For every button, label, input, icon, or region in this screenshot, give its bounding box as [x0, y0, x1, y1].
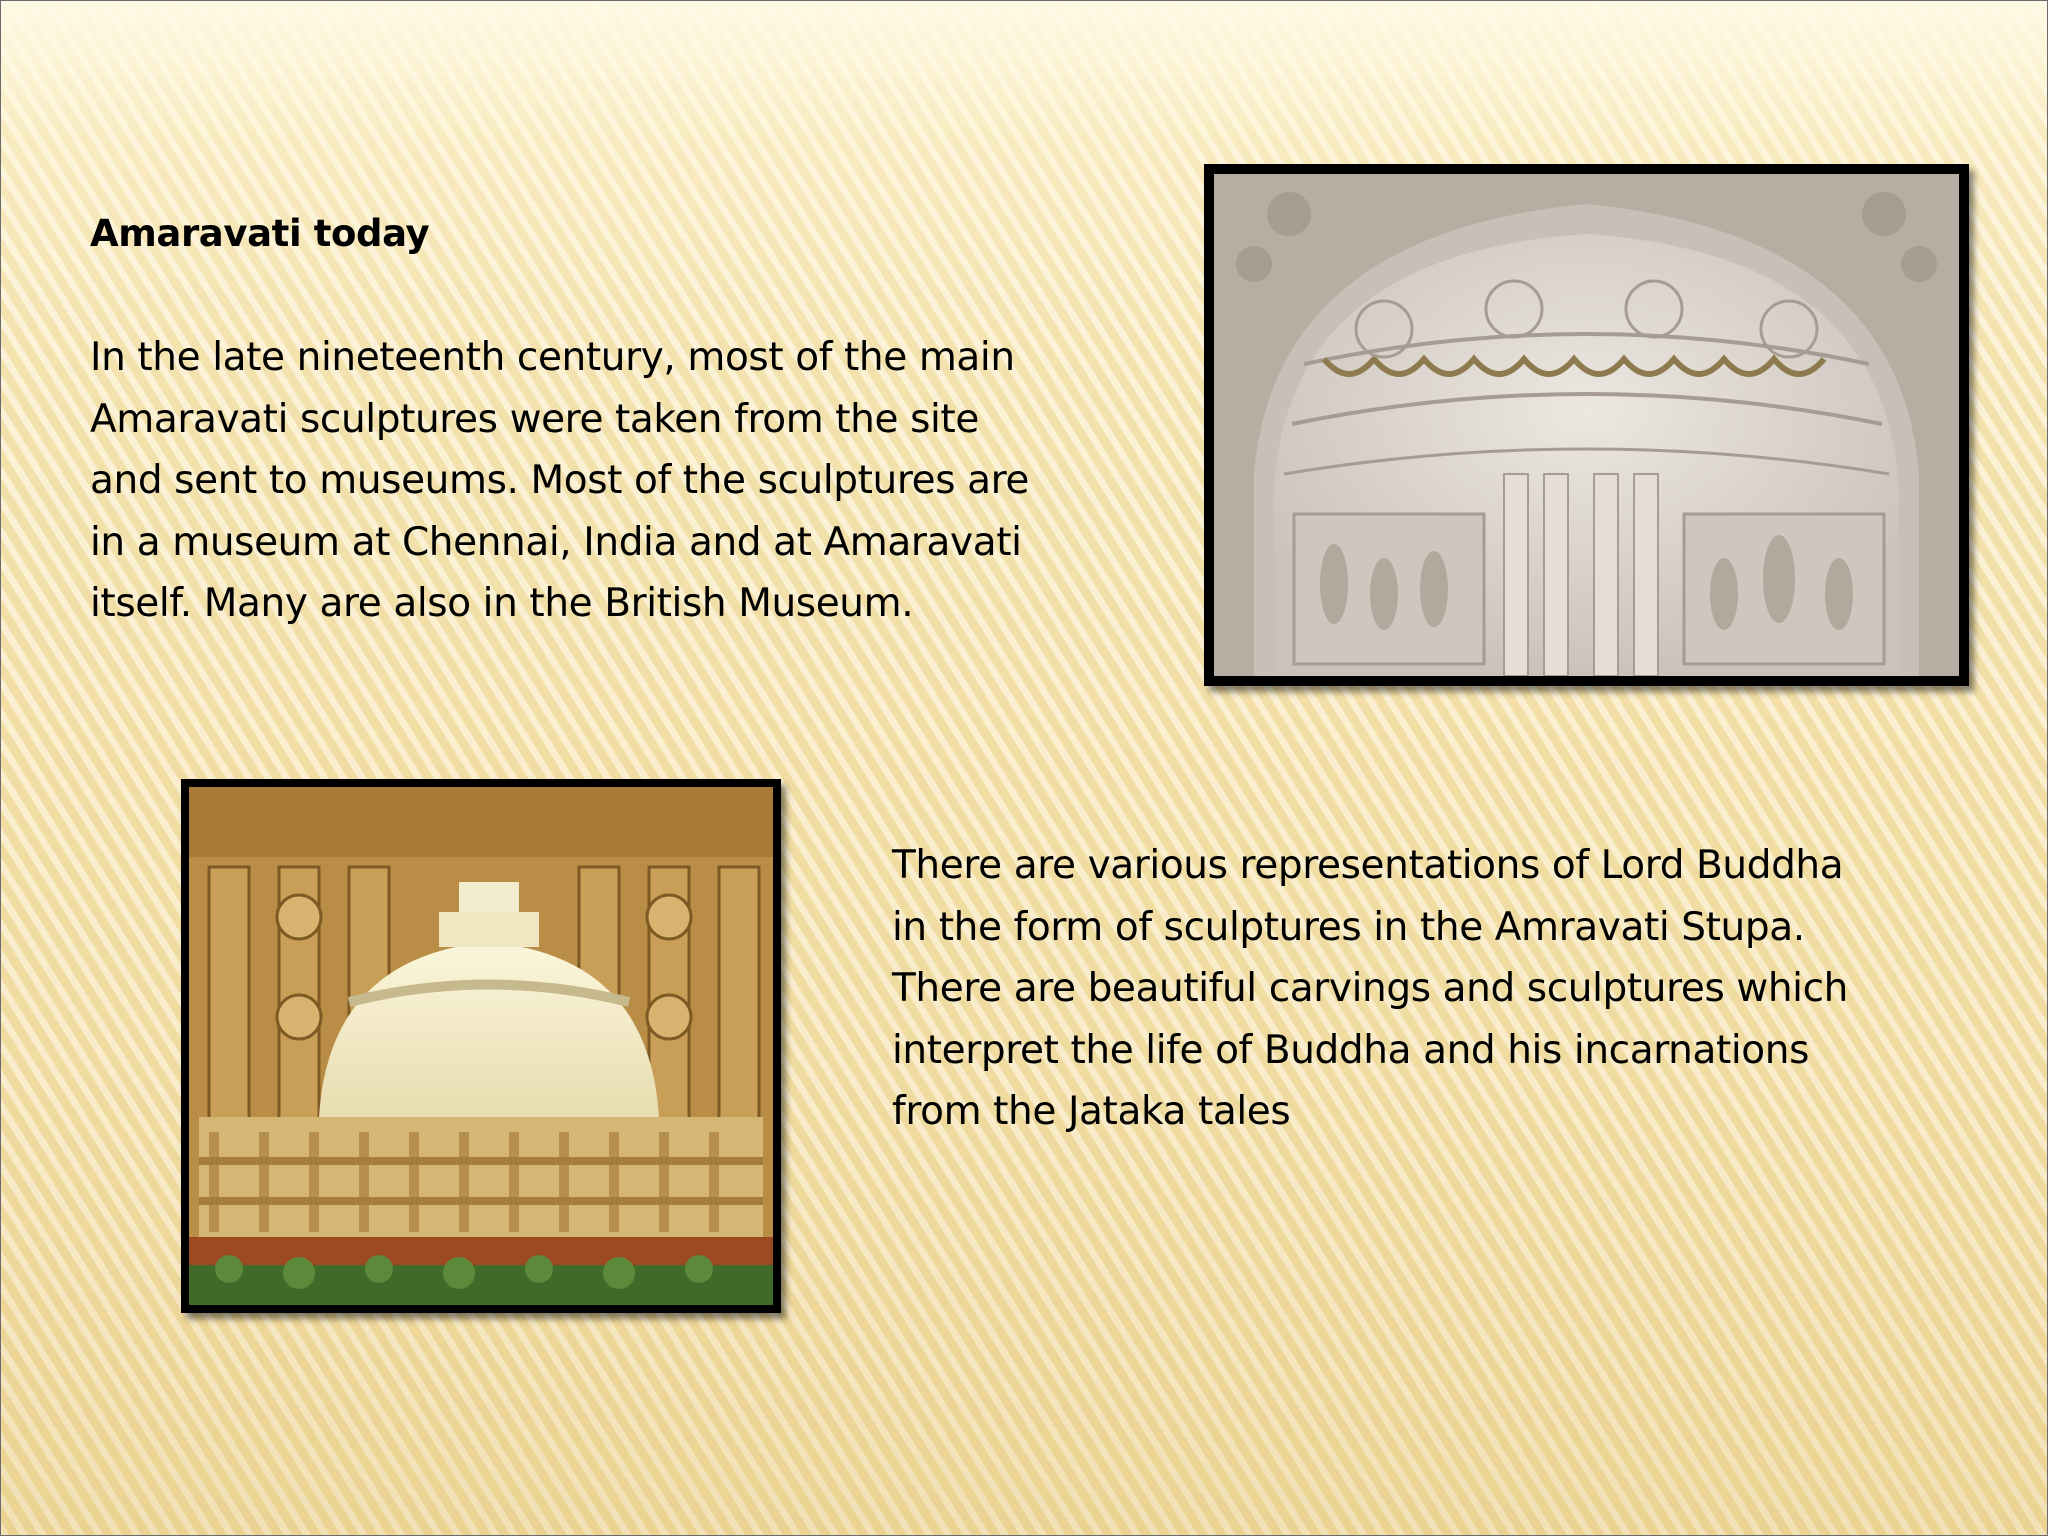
slide-heading: Amaravati today	[90, 212, 430, 255]
stupa-image-art	[189, 787, 773, 1305]
stupa-image	[181, 779, 781, 1313]
relief-image-art	[1214, 174, 1959, 676]
relief-image	[1204, 164, 1969, 686]
paragraph-buddha: There are various representations of Lord Buddha in the form of sculptures in the Amravati Stupa. There are beautiful carvings and sculptures which interpret the life of Buddha and his incarnations from the Jataka tales	[892, 843, 1848, 1134]
paragraph-museums: In the late nineteenth century, most of the main Amaravati sculptures were taken from the site and sent to museums. Most of the sculptures are in a museum at Chennai, India and at Amaravati itself. Many are also in the British Museum.	[90, 335, 1030, 626]
